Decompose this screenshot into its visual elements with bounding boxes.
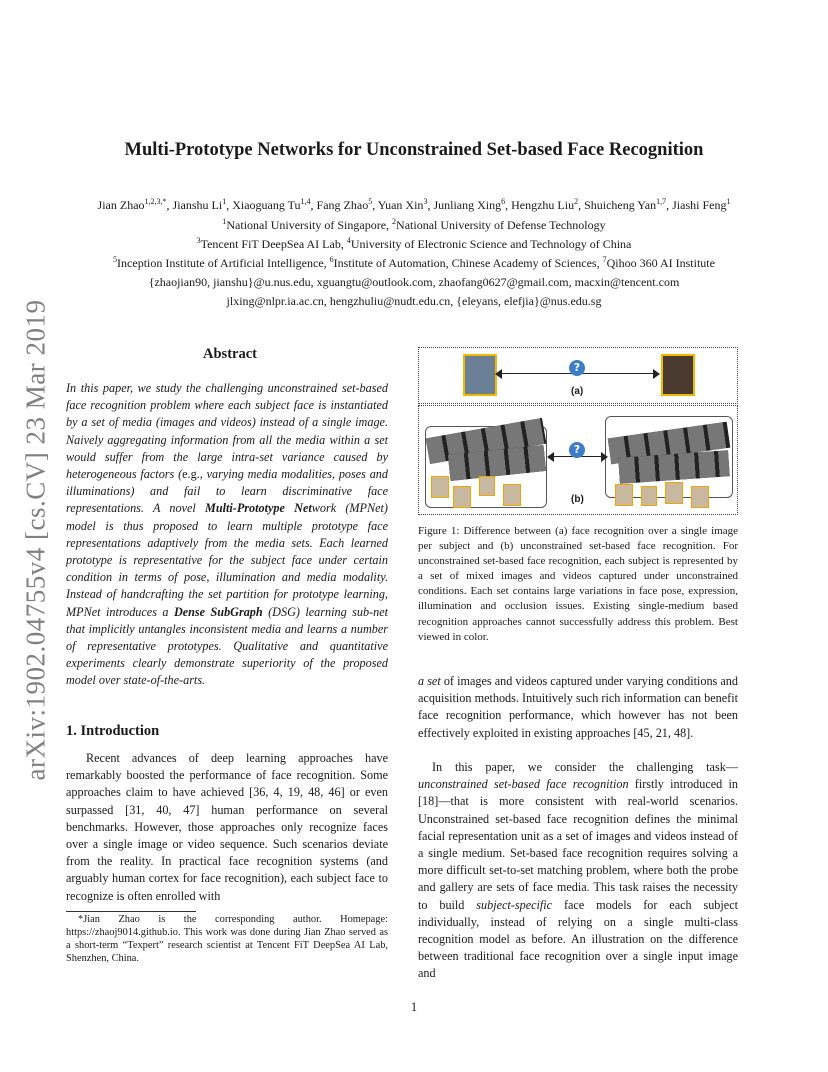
affiliation-name: Inception Institute of Artificial Intelligence, — [117, 256, 330, 270]
arrow-head-left-b — [547, 452, 554, 462]
text-segment: In this paper, we consider the challenging task— — [432, 760, 738, 774]
author-superscript: 6 — [501, 197, 506, 206]
footnote: *Jian Zhao is the corresponding author. Homepage: https://zhaoj9014.github.io. This work was done during Jian Zhao served as a short-term “Texpert” research scientist at Tencent FiT DeepSea AI Lab, Shenzhen, China. — [66, 914, 388, 964]
abstract-text — [66, 380, 388, 690]
text-segment: (DSG) learning sub-net that implicitly untangles inconsistent media and learns a number of representative prototypes. Qualitative and quantitative experiments clearly demonstrate superiority of the proposed model over state-of-the-arts. — [66, 604, 388, 688]
figure-panel-b — [418, 405, 738, 515]
author-superscript: 3 — [423, 197, 428, 206]
text-segment: of images and videos captured under varying conditions and acquisition methods. Intuitively such rich information can benefit face recognition performance, which however has not been effectively exploited in existing approaches [45, 21, 48]. — [418, 674, 738, 740]
affiliation-name: National University of Singapore, — [226, 218, 393, 232]
author-name: Yuan Xin — [377, 198, 424, 212]
media-tile — [615, 484, 633, 506]
affiliation-line-1 — [0, 218, 828, 233]
abstract-heading: Abstract — [203, 346, 257, 362]
author-name: Shuicheng Yan — [584, 198, 657, 212]
arrow-head-left-a — [495, 369, 502, 379]
question-icon: ? — [569, 360, 585, 376]
author-name: Jian Zhao — [97, 198, 145, 212]
author-superscript: 1,2,3,* — [144, 197, 167, 206]
text-segment: work (MPNet) model is thus proposed to learn multiple prototype face representations adaptively from the media sets. Each learned prototype is representative for the subject face under certain condition in terms of pose, illumination and media modality. Instead of handcrafting the set partition for prototype learning, MPNet introduces a — [66, 501, 388, 619]
media-tile — [479, 476, 495, 496]
introduction-heading: 1. Introduction — [66, 723, 160, 739]
text-segment: Dense SubGraph — [173, 604, 263, 619]
figure-1 — [418, 347, 738, 517]
arxiv-identifier: arXiv:1902.04755v4 [cs.CV] 23 Mar 2019 — [20, 299, 51, 781]
author-superscript: 5 — [368, 197, 373, 206]
author-superscript: 1 — [222, 197, 227, 206]
affiliation-marker: 2 — [392, 217, 397, 226]
panel-label-b: (b) — [571, 494, 584, 505]
text-segment: unconstrained set-based face recognition — [418, 777, 629, 792]
text-segment: Multi-Prototype Net — [205, 501, 312, 516]
introduction-paragraph: Recent advances of deep learning approaches have remarkably boosted the performance of face recognition. Some approaches claim to have achieved [36, 4, 19, 48, 46] or even surpassed [31, 40, 47] human performance on several benchmarks. However, those approaches only recognize faces over a single image or video sequence. Such scenarios deviate from the reality. In practical face recognition systems (and arguably human cortex for face recognition), each subject face to recognize is often enrolled with — [66, 751, 388, 903]
affiliation-line-2 — [0, 237, 828, 252]
single-image-gallery — [661, 354, 695, 396]
figure-panel-a — [418, 347, 738, 404]
author-name: Jianshu Li — [172, 198, 223, 212]
affiliation-marker: 5 — [113, 255, 118, 264]
footnote-rule — [66, 911, 196, 912]
media-tile — [665, 482, 683, 504]
affiliation-name: University of Electronic Science and Technology of China — [350, 237, 632, 251]
author-superscript: 1,7 — [656, 197, 667, 206]
author-superscript: 1 — [726, 197, 731, 206]
email-line-1: {zhaojian90, jianshu}@u.nus.edu, xguangtu@outlook.com, zhaofang0627@gmail.com, macxin@tencent.com — [148, 275, 680, 289]
affiliation-line-3 — [0, 256, 828, 271]
panel-label-a: (a) — [571, 386, 584, 397]
page-number: 1 — [410, 1000, 418, 1014]
text-segment: firstly introduced in [18]—that is more consistent with real-world scenarios. Unconstrained set-based face recognition defines the minimal facial representation unit as a set of images and videos instead of a single medium. Set-based face recognition requires solving a more difficult set-to-set matching problem, where both the probe and gallery are sets of face media. This task raises the necessity to build — [418, 777, 738, 912]
text-segment: e.g. — [182, 467, 200, 482]
right-paragraph-1 — [418, 673, 738, 742]
author-name: Xiaoguang Tu — [232, 198, 301, 212]
media-tile — [453, 486, 471, 508]
text-segment: a set — [418, 674, 441, 688]
author-name: Junliang Xing — [433, 198, 502, 212]
paper-title: Multi-Prototype Networks for Unconstrained Set-based Face Recognition — [124, 140, 704, 160]
single-image-probe — [463, 354, 497, 396]
author-name: Hengzhu Liu — [511, 198, 575, 212]
author-superscript: 1,4 — [300, 197, 311, 206]
affiliation-name: National University of Defense Technology — [396, 218, 606, 232]
affiliation-name: Tencent FiT DeepSea AI Lab, — [200, 237, 347, 251]
affiliation-name: Institute of Automation, Chinese Academy of Sciences, — [333, 256, 603, 270]
affiliation-marker: 1 — [222, 217, 227, 226]
affiliation-marker: 7 — [602, 255, 607, 264]
affiliation-marker: 4 — [346, 236, 351, 245]
author-list: Jian Zhao$^{1,2,3,*}$, Jianshu Li$^1$, Xiaoguang Tu$^{1,4}$, Fang Zhao$^5$, Yuan Xin$^3$, Junliang Xing$^6$, Hengzhu Liu$^2$, Shuicheng Yan$^{1,7}$, Jiashi Feng$^1$ — [97, 197, 731, 212]
media-tile — [503, 484, 521, 506]
media-tile — [691, 486, 709, 508]
author-superscript: 2 — [574, 197, 579, 206]
author-name: Fang Zhao — [316, 198, 369, 212]
media-tile — [641, 486, 657, 506]
text-segment: face models for each subject individually, instead of relying on a single multi-class recognition model as before. An illustration on the difference between traditional face recognition over a single input image and — [418, 897, 738, 981]
affiliation-marker: 3 — [196, 236, 201, 245]
figure-1-caption: Figure 1: Difference between (a) face recognition over a single image per subject and (b) unconstrained set-based face recognition. For unconstrained set-based face recognition, each subject is represented by a set of mixed images and videos captured under unconstrained conditions. Each set contains large variations in face pose, expression, illumination and occlusion issues. Existing single-medium based recognition approaches cannot successfully address this problem. Best viewed in color. — [418, 525, 738, 643]
author-name: Jiashi Feng — [672, 198, 727, 212]
right-paragraph-2 — [418, 759, 738, 983]
text-segment: In this paper, we study the challenging unconstrained set-based face recognition problem where each subject face is instantiated by a set of media (images and videos) instead of a single image. Naively aggregating information from all the media within a set would suffer from the large intra-set variance caused by heterogeneous factors ( — [66, 381, 388, 482]
arrow-head-right-b — [601, 452, 608, 462]
affiliation-name: Qihoo 360 AI Institute — [606, 256, 715, 270]
text-segment: , varying media modalities, poses and illuminations) and fail to learn discriminative face representations. A novel — [66, 467, 388, 516]
question-icon: ? — [569, 442, 585, 458]
text-segment: subject-specific — [476, 897, 553, 912]
email-line-2: jlxing@nlpr.ia.ac.cn, hengzhuliu@nudt.edu.cn, {eleyans, elefjia}@nus.edu.sg — [226, 294, 602, 308]
affiliation-marker: 6 — [329, 255, 334, 264]
arrow-head-right-a — [653, 369, 660, 379]
media-tile — [431, 476, 449, 498]
